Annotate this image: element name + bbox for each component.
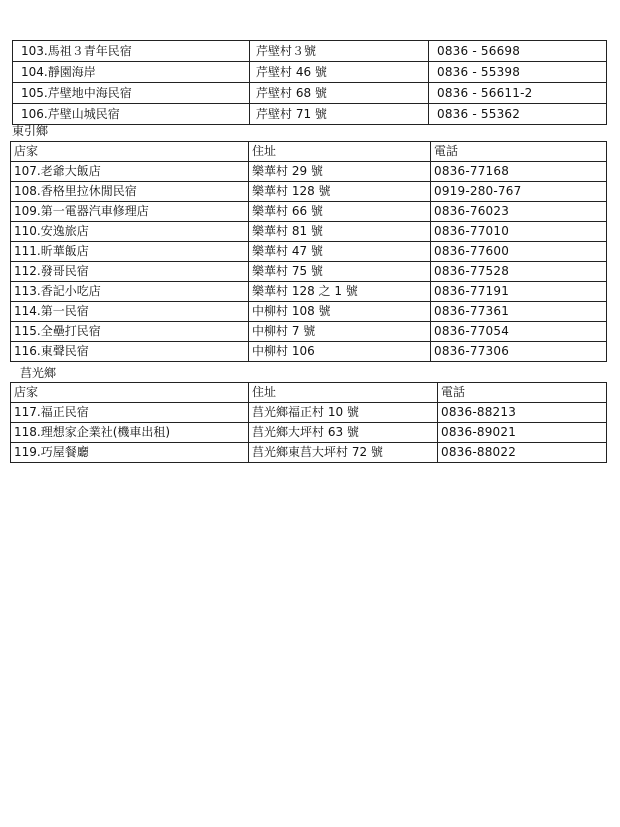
shop-name: 112.發哥民宿: [11, 262, 249, 282]
table-row: [11, 302, 607, 322]
shop-name: 119.巧屋餐廳: [11, 443, 249, 463]
table-row: [11, 403, 607, 423]
table-row: [11, 182, 607, 202]
shop-name: 113.香記小吃店: [11, 282, 249, 302]
shop-address: 莒光鄉東莒大坪村 72 號: [249, 443, 438, 463]
shop-phone: 0836 - 55362: [429, 104, 607, 125]
header-address: 住址: [249, 142, 431, 162]
shop-address: 芹壁村 71 號: [250, 104, 429, 125]
table-row: [13, 104, 607, 125]
shop-address: 芹壁村３號: [250, 41, 429, 62]
shop-phone: 0836-88022: [438, 443, 607, 463]
shop-name: 104.靜園海岸: [13, 62, 250, 83]
shop-name: 105.芹壁地中海民宿: [13, 83, 250, 104]
shop-name: 106.芹壁山城民宿: [13, 104, 250, 125]
header-address: 住址: [249, 383, 438, 403]
shop-address: 樂華村 128 之 1 號: [249, 282, 431, 302]
shop-address: 中柳村 7 號: [249, 322, 431, 342]
section-title-dongyin: 東引鄉: [12, 124, 49, 138]
shop-phone: 0836 - 56698: [429, 41, 607, 62]
shop-name: 116.東聲民宿: [11, 342, 249, 362]
shop-phone: 0836 - 55398: [429, 62, 607, 83]
shop-address: 樂華村 29 號: [249, 162, 431, 182]
shop-name: 103.馬祖３青年民宿: [13, 41, 250, 62]
shop-phone: 0836-77168: [431, 162, 607, 182]
shop-phone: 0836-77010: [431, 222, 607, 242]
shop-address: 莒光鄉大坪村 63 號: [249, 423, 438, 443]
shop-address: 中柳村 108 號: [249, 302, 431, 322]
table-row: [13, 41, 607, 62]
shop-name: 118.理想家企業社(機車出租): [11, 423, 249, 443]
shop-name: 107.老爺大飯店: [11, 162, 249, 182]
shop-name: 110.安逸旅店: [11, 222, 249, 242]
table-row: [11, 262, 607, 282]
section-title-juguang: 莒光鄉: [20, 366, 57, 380]
shop-address: 樂華村 47 號: [249, 242, 431, 262]
shop-phone: 0836-88213: [438, 403, 607, 423]
shop-phone: 0836 - 56611-2: [429, 83, 607, 104]
shop-phone: 0919-280-767: [431, 182, 607, 202]
shop-name: 111.昕華飯店: [11, 242, 249, 262]
table-header-row: [11, 383, 607, 403]
table-row: [13, 83, 607, 104]
shop-phone: 0836-77054: [431, 322, 607, 342]
table-row: [11, 322, 607, 342]
header-shop: 店家: [11, 142, 249, 162]
table-row: [11, 162, 607, 182]
table-row: [13, 62, 607, 83]
shop-name: 108.香格里拉休閒民宿: [11, 182, 249, 202]
shop-name: 114.第一民宿: [11, 302, 249, 322]
shop-address: 樂華村 81 號: [249, 222, 431, 242]
shop-address: 莒光鄉福正村 10 號: [249, 403, 438, 423]
header-phone: 電話: [431, 142, 607, 162]
shop-phone: 0836-77306: [431, 342, 607, 362]
table-row: [11, 282, 607, 302]
shop-address: 中柳村 106: [249, 342, 431, 362]
table-header-row: [11, 142, 607, 162]
header-shop: 店家: [11, 383, 249, 403]
table-row: [11, 222, 607, 242]
table-row: [11, 423, 607, 443]
table-row: [11, 443, 607, 463]
shop-phone: 0836-77528: [431, 262, 607, 282]
shop-address: 樂華村 66 號: [249, 202, 431, 222]
shop-address: 芹壁村 68 號: [250, 83, 429, 104]
shop-name: 117.福正民宿: [11, 403, 249, 423]
shop-phone: 0836-77600: [431, 242, 607, 262]
shop-name: 109.第一電器汽車修理店: [11, 202, 249, 222]
shop-address: 樂華村 128 號: [249, 182, 431, 202]
table-row: [11, 202, 607, 222]
shop-phone: 0836-77191: [431, 282, 607, 302]
table-row: [11, 242, 607, 262]
shop-phone: 0836-77361: [431, 302, 607, 322]
shop-name: 115.全壘打民宿: [11, 322, 249, 342]
header-phone: 電話: [438, 383, 607, 403]
shop-phone: 0836-76023: [431, 202, 607, 222]
table-row: [11, 342, 607, 362]
lodging-table-juguang: [10, 382, 607, 463]
shop-address: 芹壁村 46 號: [250, 62, 429, 83]
lodging-table-beigan: [12, 40, 607, 125]
lodging-table-dongyin: [10, 141, 607, 362]
shop-address: 樂華村 75 號: [249, 262, 431, 282]
shop-phone: 0836-89021: [438, 423, 607, 443]
